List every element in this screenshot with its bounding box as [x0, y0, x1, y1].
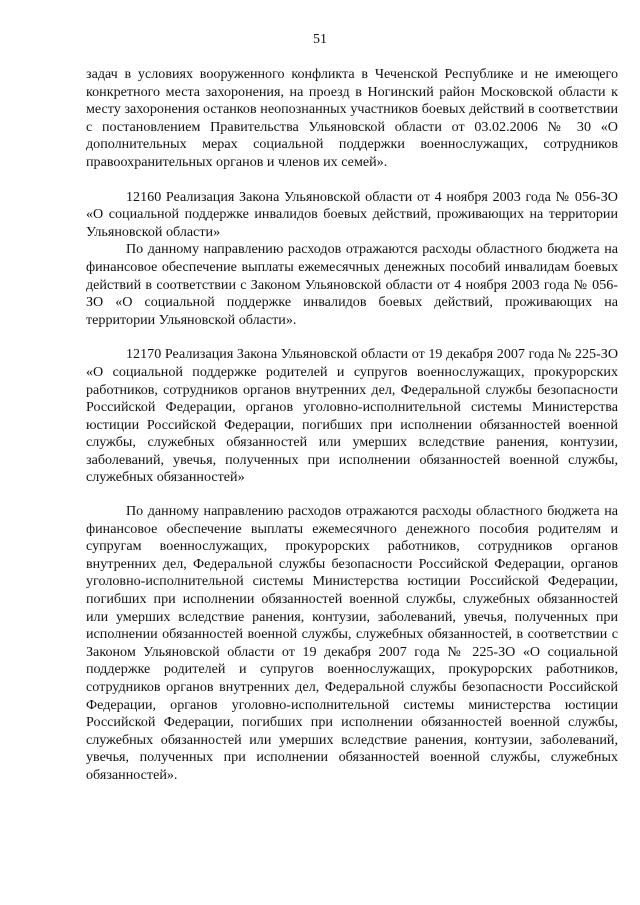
section-heading-12170: 12170 Реализация Закона Ульяновской области от 19 декабря 2007 года № 225-ЗО «О социальной поддержке родителей и супругов военнослужащих, прокурорских работников, сотрудников органов внутренних дел, Федеральной службы безопасности Российской Федерации, органов уголовно-исполнительной системы Министерства юстиции Российской Федерации, погибших при исполнении обязанностей военной службы, служебных обязанностей или умерших вследствие ранения, контузии, заболеваний, увечья, полученных при исполнении обязанностей военной службы, служебных обязанностей» — [86, 346, 618, 486]
paragraph-12170-description: По данному направлению расходов отражаются расходы областного бюджета на финансовое обеспечение выплаты ежемесячного денежного пособия родителям и супругам военнослужащих, прокурорских работников, сотрудников органов внутренних дел, Федеральной службы безопасности Российской Федерации, органов уголовно-исполнительной системы Министерства юстиции Российской Федерации, погибших при исполнении обязанностей военной службы, служебных обязанностей или умерших вследствие ранения, контузии, заболеваний, увечья, полученных при исполнении обязанностей военной службы, служебных обязанностей, в соответствии с Законом Ульяновской области от 19 декабря 2007 года № 225-ЗО «О социальной поддержке родителей и супругов военнослужащих, прокурорских работников, сотрудников органов внутренних дел, Федеральной службы безопасности Российской Федерации, органов уголовно-исполнительной системы министерства юстиции Российской Федерации, погибших при исполнении обязанностей военной службы, служебных обязанностей или умерших вследствие ранения, контузии, заболеваний, увечья, полученных при исполнении обязанностей военной службы, служебных обязанностей». — [86, 503, 618, 783]
document-body — [86, 66, 618, 785]
paragraph-continuation: задач в условиях вооруженного конфликта в Чеченской Республике и не имеющего конкретного места захоронения, на проезд в Ногинский район Московской области к месту захоронения останков неопознанных участников боевых действий в соответствии с постановлением Правительства Ульяновской области от 03.02.2006 № 30 «О дополнительных мерах социальной поддержки военнослужащих, сотрудников правоохранительных органов и членов их семей». — [86, 66, 618, 170]
paragraph-12160-description: По данному направлению расходов отражаются расходы областного бюджета на финансовое обеспечение выплаты ежемесячных денежных пособий инвалидам боевых действий в соответствии с Законом Ульяновской области от 4 ноября 2003 года № 056-ЗО «О социальной поддержке инвалидов боевых действий, проживающих на территории Ульяновской области». — [86, 241, 618, 328]
section-heading-12160: 12160 Реализация Закона Ульяновской области от 4 ноября 2003 года № 056-ЗО «О социальной поддержке инвалидов боевых действий, проживающих на территории Ульяновской области» — [86, 188, 618, 240]
page-number: 51 — [313, 32, 327, 47]
